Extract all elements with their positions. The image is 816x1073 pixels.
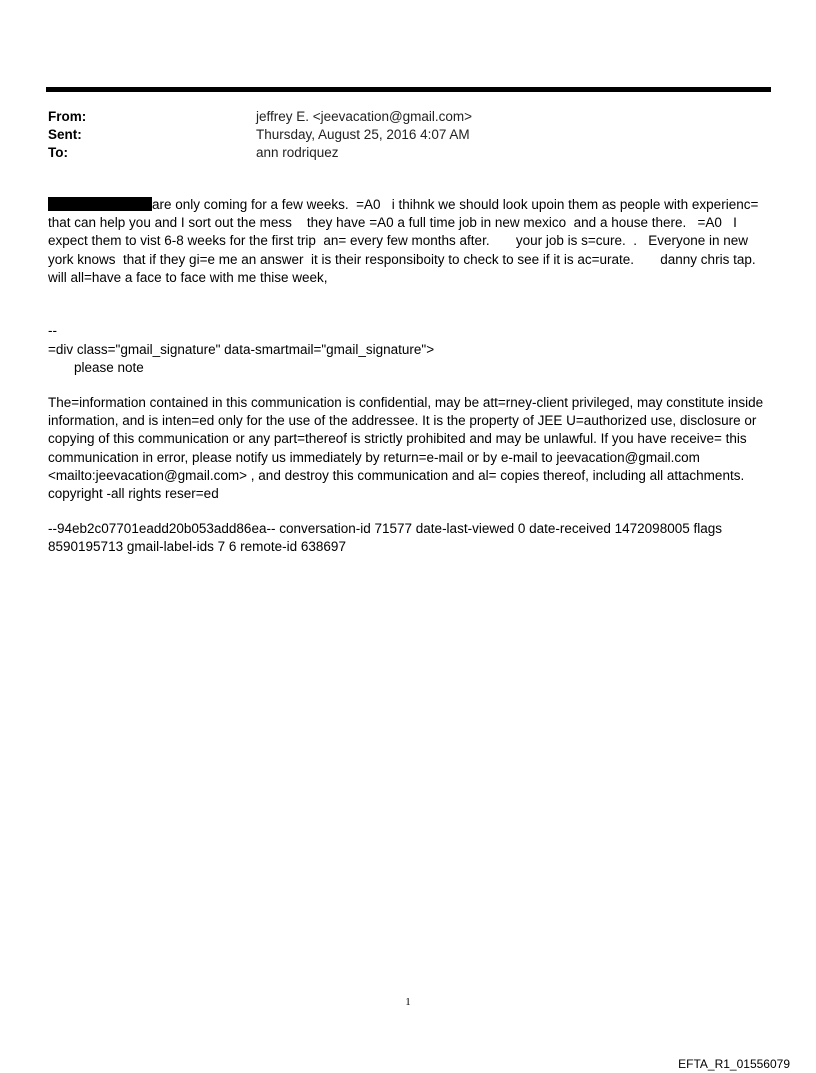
to-row [48, 144, 472, 162]
sent-value: Thursday, August 25, 2016 4:07 AM [256, 127, 470, 142]
email-header [48, 108, 472, 162]
to-value: ann rodriquez [256, 145, 339, 160]
bates-number: EFTA_R1_01556079 [678, 1057, 790, 1071]
from-row [48, 108, 472, 126]
header-rule [46, 87, 771, 92]
sent-label: Sent: [48, 127, 82, 142]
from-label: From: [48, 109, 87, 124]
message-metadata: --94eb2c07701eadd20b053add86ea-- conversation-id 71577 date-last-viewed 0 date-received 1472098005 flags 8590195713 gmail-label-ids 7 6 remote-id 638697 [48, 521, 726, 555]
signature-note: please note [74, 360, 144, 375]
page-number: 1 [405, 996, 411, 1008]
message-paragraph-1-text: are only coming for a few weeks. =A0 i thihnk we should look upoin them as people with experienc= that can help you and I sort out the mess they have =A0 a full time job in new mexico and a house there. =A0 I expect them to vist 6-8 weeks for the first trip an= every few months after. your job is s=cure. . Everyone in new york knows that if they gi=e me an answer it is their responsiboity to check to see if it is ac=urate. danny chris tap. will all=have a face to face with me thise week, [48, 197, 763, 285]
confidentiality-notice: The=information contained in this communication is confidential, may be att=rney-client privileged, may constitute inside information, and is inten=ed only for the use of the addressee. It is the property of JEE U=authorized use, disclosure or copying of this communication or any part=thereof is strictly prohibited and may be unlawful. If you have receive= this communication in error, please notify us immediately by return=e-mail or by e-mail to jeevacation@gmail.com <mailto:jeevacation@gmail.com> , and destroy this communication and al= copies thereof, including all attachments. copyright -all rights reser=ed [48, 395, 767, 502]
sent-row [48, 126, 472, 144]
signature-html-fragment: =div class="gmail_signature" data-smartmail="gmail_signature"> [48, 342, 435, 357]
message-paragraph-1 [48, 196, 768, 287]
from-value: jeffrey E. <jeevacation@gmail.com> [256, 109, 473, 124]
signature-dashes: -- [48, 323, 57, 338]
to-label: To: [48, 145, 68, 160]
redaction-box [48, 197, 152, 211]
